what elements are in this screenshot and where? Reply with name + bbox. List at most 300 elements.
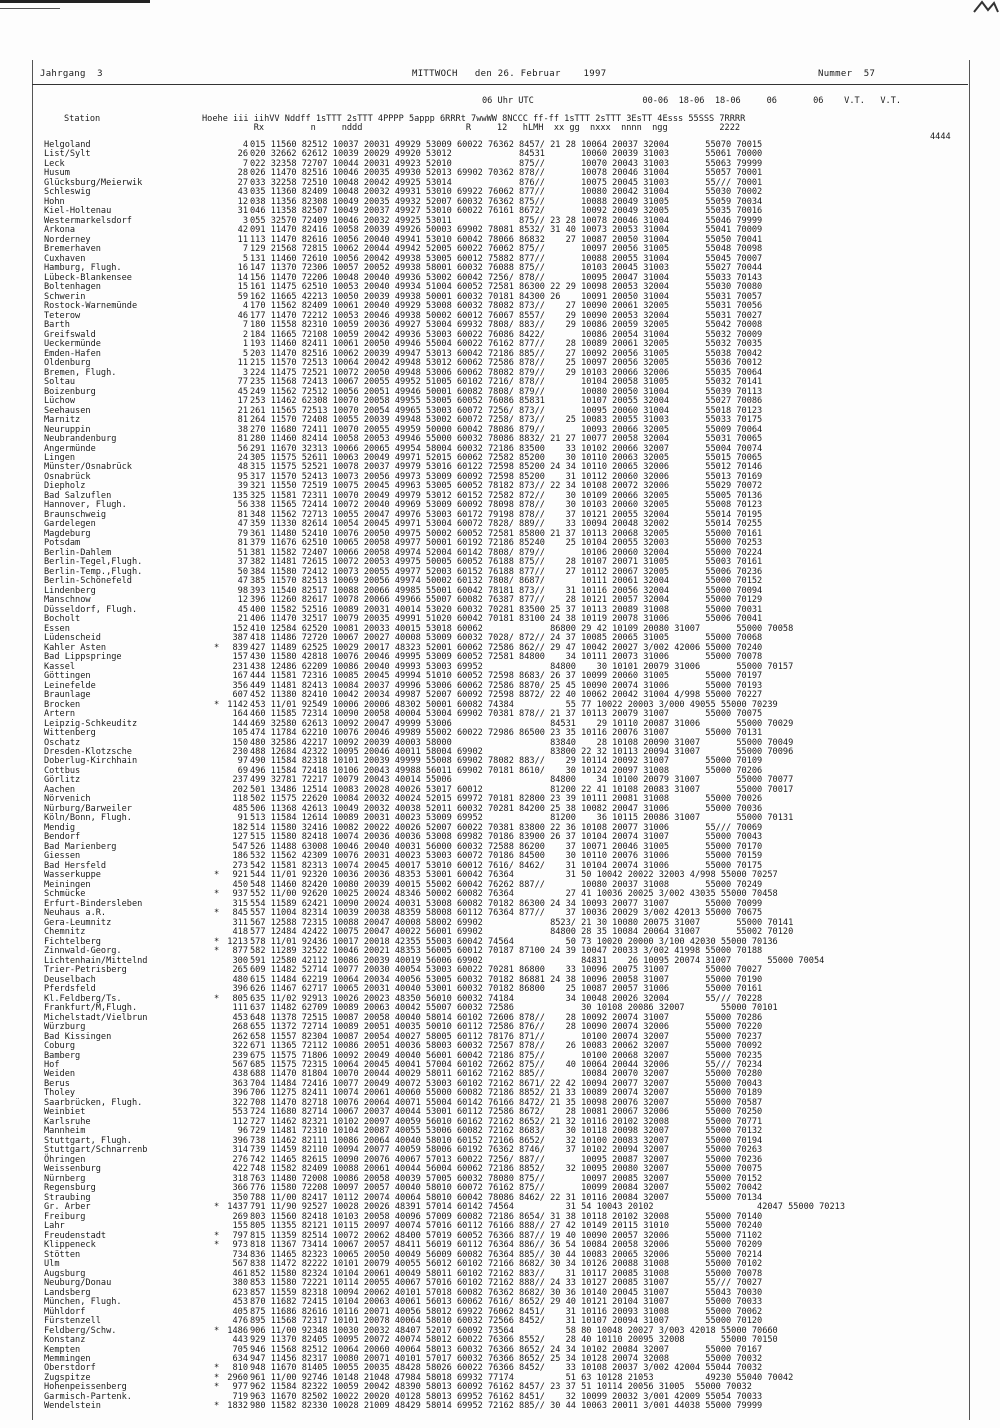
synop-data: 609 11482 52714 10077 20030 40054 53003 60022 70281 86800 33 10096 20075 31007 55000 70027: [250, 965, 763, 976]
station-name: Leck: [44, 158, 65, 169]
station-height: 21: [237, 614, 248, 625]
station-height: 937: [232, 889, 248, 900]
synop-data: 818 11367 73414 10067 20057 48411 56019 60112 76364 886// 36 54 10084 20058 32006 55000 70209: [250, 1240, 763, 1251]
header-number: Nummer 57: [818, 69, 876, 79]
synop-data: 724 11680 82714 10067 20037 40044 53001 60112 72586 8672/ 28 10081 20067 32006 55000 70250: [250, 1107, 763, 1118]
station-height: 797: [232, 1230, 248, 1241]
station-height: 237: [232, 775, 248, 786]
station-name: Bad Kissingen: [44, 1031, 112, 1042]
station-height: 387: [232, 633, 248, 644]
station-name: Artern: [44, 709, 76, 720]
station-name: Nürnberg: [44, 1173, 86, 1184]
station-name: Stuttgart, Flugh.: [44, 1135, 132, 1146]
synop-data: 635 11/02 92913 10026 20023 48350 56010 60032 74184 34 10048 20026 32004 55/// 70228: [250, 993, 763, 1004]
column-header-station: Station: [64, 114, 101, 124]
station-height: 485: [232, 803, 248, 814]
station-name: Oberstdorf: [44, 1363, 96, 1374]
synop-data: 162 11665 42213 10050 20039 49938 50001 60032 70181 84300 26 10091 20050 31004 55031 70057: [250, 291, 763, 302]
station-name: Memmingen: [44, 1354, 91, 1364]
synop-data: 180 11558 82310 10059 20036 49927 53004 69932 7808/ 883// 29 10086 20059 32005 55042 70008: [250, 320, 763, 331]
station-height: 350: [232, 1192, 248, 1203]
synop-data: 805 11355 82121 10115 20097 40074 57016 60112 76166 888// 27 42 10149 20115 31010 55000 70240: [250, 1221, 763, 1232]
station-name: Neubrandenburg: [44, 434, 117, 445]
station-name: Kahler Asten: [44, 642, 107, 653]
station-height: 81: [237, 509, 248, 520]
station-name: Leipzig-Schkeuditz: [44, 718, 138, 729]
station-name: Bad Hersfeld: [44, 860, 107, 871]
station-name: Stuttgart/Schnarrenb: [44, 1145, 148, 1156]
station-height: 273: [232, 860, 248, 871]
synop-data: 739 11459 82110 10094 20077 40059 58006 60192 76362 8746/ 37 10102 20094 32007 55000 70263: [250, 1145, 763, 1156]
station-height: 111: [232, 1003, 248, 1014]
station-height: 16: [237, 263, 248, 274]
station-height: 1486: [227, 1325, 248, 1336]
synop-data: 544 11/01 92320 10036 20036 48353 53001 60042 76364 31 50 10042 20022 32003 4/998 55000 70257: [250, 870, 778, 881]
synop-data: 513 11584 12614 10089 20031 40023 53009 69952 81200 36 10115 20086 31007 55000 70131: [250, 813, 794, 824]
station-name: Kl.Feldberg/Ts.: [44, 993, 122, 1004]
station-height: 15: [237, 282, 248, 293]
mountain-station-marker: *: [214, 993, 220, 1004]
synop-data: 385 11570 82513 10069 20056 49974 50002 60132 7808/ 8687/ 10111 20061 32004 55000 70152: [250, 576, 763, 587]
synop-data: 803 11560 82418 10103 20058 40096 57009 60082 72186 8654/ 31 38 10118 20102 32008 55000 70140: [250, 1211, 763, 1222]
synop-data: 947 11456 82317 10080 20071 40101 57017 60032 76366 8652/ 25 34 10128 20074 32008 55000 70032: [250, 1354, 763, 1364]
station-name: Fichtelberg: [44, 936, 101, 947]
synop-data: 379 11676 62510 10065 20058 49977 50001 60192 72186 85240 25 10104 20055 32003 55000 70253: [250, 538, 763, 549]
synop-data: 453 11/01 92549 10006 20006 48302 50001 60082 74384 55 77 10022 20003 3/000 49055 55000 70239: [250, 699, 778, 710]
synop-data: 026 11470 82516 10046 20035 49930 52013 69902 70362 878// 10078 20046 31004 55057 70001: [250, 168, 763, 179]
station-name: Schwerin: [44, 291, 86, 302]
station-height: 547: [232, 841, 248, 852]
station-name: Pferdsfeld: [44, 984, 96, 995]
station-height: 96: [237, 1126, 248, 1137]
station-name: Deuselbach: [44, 974, 96, 985]
synop-data: 838 11472 82222 10101 20079 40055 56012 60102 72166 8682/ 30 34 10126 20088 31008 55000 70102: [250, 1259, 763, 1270]
synop-data: 815 11359 82514 10072 20062 48400 57019 60052 76366 887// 19 40 10090 20057 32006 55000 71102: [250, 1230, 763, 1241]
station-height: 318: [232, 1173, 248, 1184]
synop-data: 022 32358 72707 10044 20031 49923 52010 875// 10070 20043 31003 55063 79999: [250, 158, 763, 169]
synop-data: 496 11584 72418 10106 20043 49988 56011 69902 70181 8610/ 30 10124 20097 31008 55000 70206: [250, 765, 763, 776]
station-name: München, Flugh.: [44, 1297, 122, 1308]
station-height: 12: [237, 595, 248, 606]
station-name: Weissenburg: [44, 1164, 101, 1175]
synop-data: 791 11/90 92527 10028 20026 48391 57014 60142 74564 31 54 10043 20102 42047 55000 70213: [250, 1202, 845, 1213]
station-name: Garmisch-Partenk.: [44, 1391, 132, 1402]
station-height: 269: [232, 1211, 248, 1222]
station-name: Aachen: [44, 784, 76, 795]
station-name: Berlin-Schönefeld: [44, 576, 132, 587]
synop-data: 542 11581 82313 10074 20045 40017 53010 60012 7616/ 8462/ 31 10104 20074 31006 55000 70175: [250, 860, 763, 871]
station-name: Barth: [44, 320, 70, 331]
synop-data: 055 32570 72409 10046 20032 49925 53011 875// 23 28 10078 20046 31004 55046 79999: [250, 215, 763, 226]
station-name: Trier-Petrisberg: [44, 965, 127, 976]
station-name: Lahr: [44, 1221, 65, 1232]
station-height: 634: [232, 1354, 248, 1364]
synop-data: 836 11465 82323 10065 20050 40049 56009 60082 76364 885// 30 44 10083 20065 32006 55000 70214: [250, 1249, 763, 1260]
synop-data: 249 11562 72512 10056 20051 49946 50001 60082 7808/ 879// 10080 20050 31004 55039 70113: [250, 386, 763, 397]
station-height: 315: [232, 898, 248, 909]
station-name: Greifswald: [44, 329, 96, 340]
station-name: Doberlug-Kirchhain: [44, 756, 138, 767]
station-height: 26: [237, 149, 248, 160]
column-header-extra: 4444: [930, 132, 951, 142]
synop-data: 637 11482 62709 10089 20063 40042 55007 60032 72586 30 10108 20086 32007 55000 70101: [250, 1003, 778, 1014]
station-height: 845: [232, 908, 248, 919]
station-name: Mühldorf: [44, 1306, 86, 1317]
station-height: 567: [232, 1059, 248, 1070]
synop-data: 406 11470 32517 10079 20035 49991 51020 60042 70181 83100 24 38 10119 20078 31006 55006 70041: [250, 614, 763, 625]
mountain-station-marker: *: [214, 908, 220, 919]
station-height: 56: [237, 443, 248, 454]
station-name: Hof: [44, 1059, 60, 1070]
station-name: Stötten: [44, 1249, 81, 1260]
synop-data: 427 11489 62525 10029 20017 48323 52001 60062 72586 862// 29 47 10042 20027 3/002 42006 55000 70240: [250, 642, 763, 653]
station-name: Öhringen: [44, 1154, 86, 1165]
station-name: Kiel-Holtenau: [44, 206, 112, 217]
station-height: 2: [242, 329, 248, 340]
column-header-subcodes: Rx n nddd R 12 hLMH xx gg nxxx nnnn ngg 2222: [202, 123, 741, 133]
station-height: 973: [232, 1240, 248, 1251]
synop-data: 626 11467 62717 10065 20031 40040 53001 60032 70182 86800 25 10087 20057 31006 55000 70161: [250, 984, 763, 995]
station-height: 268: [232, 1022, 248, 1033]
synop-data: 499 32781 72217 10079 20043 40014 55006 84800 34 10100 20079 31007 55000 70077: [250, 775, 794, 786]
synop-data: 091 11470 82416 10058 20039 49926 50003 69902 78081 8532/ 31 40 10073 20053 31004 55041 70009: [250, 225, 763, 236]
synop-data: 962 11584 82322 10059 20042 48390 58013 60092 76162 8457/ 23 37 51 10114 20056 31005 55000 70032: [250, 1382, 752, 1393]
station-height: 230: [232, 747, 248, 757]
station-height: 46: [237, 310, 248, 321]
header-date: MITTWOCH den 26. Februar 1997: [412, 69, 607, 79]
table-row: [32, 1402, 968, 1411]
station-height: 28: [237, 168, 248, 179]
mountain-station-marker: *: [214, 1363, 220, 1374]
station-name: Kempten: [44, 1344, 81, 1355]
station-height: 7: [242, 244, 248, 255]
station-height: 1832: [227, 1401, 248, 1412]
station-height: 31: [237, 206, 248, 217]
station-name: Straubing: [44, 1192, 91, 1203]
station-height: 7: [242, 158, 248, 169]
station-height: 5: [242, 348, 248, 359]
station-name: Feldberg/Schw.: [44, 1325, 117, 1336]
station-height: 105: [232, 728, 248, 739]
station-name: Bad Marienberg: [44, 841, 117, 852]
column-header-times: 06 Uhr UTC 00-06 18-06 18-06 06 06 V.T. V.T.: [482, 96, 902, 106]
station-name: Husum: [44, 168, 70, 179]
station-height: 453: [232, 1012, 248, 1023]
station-name: Bad Lippspringe: [44, 652, 122, 663]
station-height: 59: [237, 291, 248, 302]
station-name: Meiningen: [44, 879, 91, 890]
station-name: Gr. Arber: [44, 1202, 91, 1213]
station-name: Angermünde: [44, 443, 96, 454]
station-name: Kassel: [44, 661, 76, 672]
synop-data: 438 12486 62209 10086 20040 49993 53003 69952 84800 30 10101 20079 31006 55000 70157: [250, 661, 794, 672]
station-height: 152: [232, 623, 248, 634]
synop-data: 469 32580 62613 10092 20047 49999 53006 84531 29 10110 20087 31006 55000 70029: [250, 718, 794, 729]
station-name: Freiburg: [44, 1211, 86, 1222]
station-name: Berlin-Tegel,Flugh.: [44, 557, 143, 568]
station-name: Boizenburg: [44, 386, 96, 397]
station-name: Erfurt-Bindersleben: [44, 898, 143, 909]
station-height: 810: [232, 1363, 248, 1374]
station-name: Schmücke: [44, 889, 86, 900]
station-name: Hamburg, Flugh.: [44, 263, 122, 274]
station-height: 112: [232, 1116, 248, 1127]
station-name: Diepholz: [44, 481, 86, 492]
station-height: 1142: [227, 699, 248, 710]
station-name: Düsseldorf, Flugh.: [44, 604, 138, 615]
station-table: [32, 141, 968, 1412]
station-height: 45: [237, 386, 248, 397]
synop-data: 418 11486 72720 10067 20027 40008 53009 60032 7028/ 872// 24 37 10085 20065 31005 55000 70068: [250, 633, 763, 644]
scan-edge-mark: [0, 0, 150, 3]
station-name: Karlsruhe: [44, 1116, 91, 1127]
station-height: 186: [232, 851, 248, 862]
mountain-station-marker: *: [214, 642, 220, 653]
station-height: 231: [232, 661, 248, 672]
synop-data: 514 11580 32416 10082 20022 40026 52007 60022 70381 83800 22 36 10108 20077 31006 55/// 70069: [250, 822, 763, 833]
synop-data: 156 11470 72206 10048 20040 49936 53002 60042 7256/ 878// 10095 20047 31004 55033 70143: [250, 272, 763, 283]
station-height: 155: [232, 1221, 248, 1232]
station-height: 322: [232, 1041, 248, 1052]
synop-data: 131 11460 72610 10056 20042 49938 53005 60012 75882 877// 10088 20055 31004 55045 70007: [250, 253, 763, 264]
station-name: Arkona: [44, 225, 76, 236]
station-name: Lübeck-Blankensee: [44, 272, 132, 283]
mountain-station-marker: *: [214, 1382, 220, 1393]
synop-data: 305 11575 52611 10063 20049 49971 52015 60062 72582 85200 30 10110 20063 32005 55015 70065: [250, 452, 763, 463]
station-height: 438: [232, 1069, 248, 1080]
mountain-station-marker: *: [214, 1401, 220, 1412]
synop-data: 203 11470 82516 10062 20039 49947 53013 60042 72186 885// 27 10092 20056 31005 55038 70042: [250, 348, 763, 359]
station-height: 476: [232, 1316, 248, 1327]
station-name: Lüchow: [44, 396, 76, 407]
synop-data: 291 11670 32313 10066 20065 49954 58004 60032 72186 83500 33 10102 20066 32007 55004 70074: [250, 443, 763, 454]
station-height: 11: [237, 234, 248, 245]
synop-data: 763 11480 72008 10086 20058 40039 57005 60032 78080 875// 10097 20085 32007 55000 70152: [250, 1173, 763, 1184]
station-name: Ulm: [44, 1259, 60, 1270]
station-height: 79: [237, 528, 248, 539]
synop-data: 946 11568 82512 10064 20060 40064 58013 60032 76366 8652/ 24 34 10102 20084 32007 55000 70167: [250, 1344, 763, 1355]
synop-data: 875 11686 82616 10116 20071 40056 58012 69922 76062 8451/ 31 10116 20093 31008 55000 70062: [250, 1306, 763, 1317]
station-height: 91: [237, 813, 248, 824]
station-height: 366: [232, 1183, 248, 1194]
station-name: Rostock-Warnemünde: [44, 301, 138, 312]
synop-data: 704 11484 72416 10077 20049 40072 53003 60102 72162 8671/ 22 42 10094 20077 32007 55000 70043: [250, 1078, 763, 1089]
station-name: Wasserkuppe: [44, 870, 101, 881]
synop-data: 193 11460 82411 10061 20050 49946 55004 60022 76162 877// 28 10089 20061 32005 55032 70035: [250, 339, 763, 350]
synop-data: 261 11565 72513 10070 20054 49965 53003 60072 7256/ 873// 10095 20060 31004 55018 70123: [250, 405, 763, 416]
header-rule: [32, 84, 968, 85]
mountain-station-marker: *: [214, 1372, 220, 1383]
station-height: 37: [237, 557, 248, 568]
synop-data: 788 11/00 82417 10112 20074 40064 58010 60042 78086 8462/ 22 31 10116 20084 32007 55000 70134: [250, 1192, 763, 1203]
station-height: 396: [232, 1088, 248, 1099]
station-height: 239: [232, 1050, 248, 1061]
mountain-station-marker: *: [214, 1230, 220, 1241]
station-height: 553: [232, 1107, 248, 1118]
synop-data: 502 11575 22620 10084 20032 40024 52015 69972 70181 82800 23 39 10111 20081 31008 55000 70026: [250, 794, 763, 805]
synop-data: 382 11481 72615 10072 20053 49975 50005 60052 76188 875// 28 10107 20071 31005 55003 70161: [250, 557, 763, 568]
synop-data: 315 11575 52521 10078 20037 49979 53016 60122 72598 85200 24 34 10110 20065 32006 55012 70146: [250, 462, 763, 473]
station-name: Hohn: [44, 196, 65, 207]
station-height: 48: [237, 462, 248, 473]
station-height: 182: [232, 822, 248, 833]
station-height: 56: [237, 500, 248, 511]
synop-data: 554 11589 62421 10090 20024 40031 53008 60082 70182 86300 24 34 10093 20077 31007 55000 70099: [250, 898, 763, 909]
station-height: 24: [237, 452, 248, 463]
corner-mark-icon: [972, 0, 1000, 14]
station-name: Chemnitz: [44, 927, 86, 938]
synop-data: 235 11568 72413 10067 20055 49952 51005 60102 7216/ 878// 10104 20058 31005 55032 70141: [250, 377, 763, 388]
station-name: Göttingen: [44, 671, 91, 682]
station-height: 422: [232, 1164, 248, 1175]
station-height: 396: [232, 984, 248, 995]
synop-data: 552 11/00 92620 10025 20024 48346 50002 60082 76364 27 41 10036 20025 3/002 43035 55000 70458: [250, 889, 778, 900]
station-height: 127: [232, 832, 248, 843]
synop-data: 708 11470 82718 10076 20064 40071 55004 60142 76166 8472/ 21 35 10098 20076 32007 55000 70587: [250, 1097, 763, 1108]
synop-data: 177 11470 72212 10053 20046 49938 50002 60012 76067 8557/ 29 10090 20053 32004 55031 70027: [250, 310, 763, 321]
station-name: Boltenhagen: [44, 282, 101, 293]
station-name: Lichtenhain/Mittelnd: [44, 955, 148, 966]
station-height: 921: [232, 870, 248, 881]
station-name: Westermarkelsdorf: [44, 215, 132, 226]
synop-data: 449 11481 82413 10084 20037 49996 53006 60062 72586 8870/ 25 45 10090 20074 31006 55000 70193: [250, 680, 763, 691]
station-name: Mendig: [44, 822, 76, 833]
synop-data: 548 11460 82420 10080 20039 40015 55002 60042 76262 887// 10080 20037 31008 55000 70249: [250, 879, 763, 890]
station-height: 380: [232, 1278, 248, 1289]
station-height: 418: [232, 927, 248, 938]
synop-data: 948 11670 81405 10055 20035 48428 58026 60022 76366 8452/ 33 10108 20037 3/002 42004 55044 70032: [250, 1363, 763, 1374]
station-name: List/Sylt: [44, 149, 91, 160]
synop-data: 400 11582 52516 10089 20031 40014 53020 60032 70281 83500 25 37 10113 20089 31008 55000 70031: [250, 604, 763, 615]
station-height: 42: [237, 225, 248, 236]
station-height: 69: [237, 765, 248, 776]
synop-data: 895 11568 72317 10101 20078 40064 58010 60032 72566 8452/ 31 10107 20094 31007 55000 70120: [250, 1316, 763, 1327]
station-height: 363: [232, 1078, 248, 1089]
station-name: Neuruppin: [44, 424, 91, 435]
mountain-station-marker: *: [214, 1202, 220, 1213]
station-height: 311: [232, 917, 248, 928]
synop-data: 264 11570 72408 10055 20039 49948 53002 60072 7258/ 873// 25 10083 20055 31003 55033 70175: [250, 415, 763, 426]
synop-data: 906 11/00 92348 10030 20032 48407 52017 60092 73564 58 80 10048 20027 3/003 42018 55000 70660: [250, 1325, 778, 1336]
station-height: 461: [232, 1268, 248, 1279]
station-height: 43: [237, 187, 248, 198]
station-name: Bocholt: [44, 614, 81, 625]
station-name: Gera-Leumnitz: [44, 917, 112, 928]
station-height: 265: [232, 965, 248, 976]
synop-data: 184 11665 72108 10059 20042 49936 53003 60022 76086 8422/ 10086 20054 31004 55032 70009: [250, 329, 763, 340]
station-height: 719: [232, 1391, 248, 1402]
station-height: 4: [242, 140, 248, 150]
station-name: Klippeneck: [44, 1240, 96, 1251]
station-name: Osnabrück: [44, 471, 91, 482]
synop-data: 359 11330 82614 10054 20045 49971 53004 60072 7828/ 889// 33 10094 20048 32002 55014 70255: [250, 519, 763, 530]
station-name: Lüdenscheid: [44, 633, 101, 644]
station-height: 705: [232, 1344, 248, 1355]
station-name: Freudenstadt: [44, 1230, 107, 1241]
station-name: Würzburg: [44, 1022, 86, 1033]
station-name: Essen: [44, 623, 70, 634]
synop-data: 215 11570 72513 10064 20042 49948 53012 60062 72586 878// 25 10097 20056 32005 55036 70012: [250, 358, 763, 369]
synop-data: 501 13486 12514 10083 20028 40026 53017 60012 81200 22 41 10108 20083 31007 55000 70017: [250, 784, 794, 795]
station-name: Dresden-Klotzsche: [44, 747, 132, 757]
synop-data: 129 21568 72815 10062 20044 49942 52005 60022 76062 875// 10097 20056 31005 55048 70098: [250, 244, 763, 255]
mountain-station-marker: *: [214, 936, 220, 947]
station-height: 480: [232, 974, 248, 985]
station-height: 135: [232, 490, 248, 501]
station-name: Lingen: [44, 452, 76, 463]
station-name: Frankfurt/M,Flugh.: [44, 1003, 138, 1014]
station-name: Bremerhaven: [44, 244, 101, 255]
station-name: Manschnow: [44, 595, 91, 606]
station-name: Landsberg: [44, 1287, 91, 1298]
synop-data: 671 11365 72112 10086 20051 40036 58003 60032 72567 878// 26 10083 20062 32007 55000 70092: [250, 1041, 763, 1052]
station-height: 12: [237, 196, 248, 207]
station-height: 977: [232, 1382, 248, 1393]
synop-data: 567 12588 72315 10088 20047 40008 58002 69902 8523/ 21 30 10080 20075 31007 55000 70141: [250, 917, 794, 928]
station-height: 356: [232, 680, 248, 691]
station-name: Zugspitze: [44, 1372, 91, 1383]
station-name: Konstanz: [44, 1335, 86, 1346]
station-name: Berlin-Dahlem: [44, 547, 112, 558]
station-name: Neuhaus a.R.: [44, 908, 107, 919]
synop-data: 113 11470 82616 10056 20040 49941 53010 60042 78066 86832 27 10087 20050 31004 55050 70041: [250, 234, 763, 245]
station-height: 396: [232, 1135, 248, 1146]
synop-data: 853 11580 72221 10114 20055 40067 57016 60102 72162 888// 24 33 10127 20085 31007 55/// 70027: [250, 1278, 763, 1289]
station-height: 14: [237, 272, 248, 283]
station-height: 314: [232, 1145, 248, 1156]
station-height: 45: [237, 604, 248, 615]
station-height: 81: [237, 415, 248, 426]
station-name: Wendelstein: [44, 1401, 101, 1412]
synop-data: 870 11682 72415 10104 20063 40061 56013 60062 7616/ 8652/ 29 40 10121 20104 31007 55000 70033: [250, 1297, 763, 1308]
synop-data: 253 11462 62308 10070 20058 49955 53005 60052 76086 85831 10107 20055 32004 55027 70086: [250, 396, 763, 407]
station-name: Hohenpeissenberg: [44, 1382, 127, 1393]
station-name: Braunlage: [44, 690, 91, 701]
synop-data: 961 11/00 92746 10148 21048 47984 58018 69932 77174 51 63 10128 21053 49230 55040 70042: [250, 1372, 794, 1383]
synop-data: 857 11559 82318 10094 20062 40101 57018 60082 76362 8682/ 30 36 10140 20045 31007 55043 70030: [250, 1287, 763, 1298]
station-name: Giessen: [44, 851, 81, 862]
synop-data: 688 11470 81804 10070 20044 40029 58011 60162 72162 885// 10084 20070 32007 55000 70280: [250, 1069, 763, 1080]
synop-data: 582 11289 32522 10046 20021 48353 56005 60012 70187 87100 24 39 10047 20033 3/002 41998 55000 70188: [250, 946, 763, 957]
synop-data: 444 11581 72316 10085 20045 49994 51010 60052 72598 8683/ 26 37 10099 20060 31005 55000 70197: [250, 671, 763, 682]
column-header-codes: Hoehe iii iihVV Nddff 1sTTT 2sTTT 4PPPP 5appp 6RRRt 7wwWW 8NCCC ff-ff 1sTTT 2sTTT 3EsTT 4Esss 55SSS 7RRRR: [202, 114, 746, 124]
synop-data: 480 32586 42217 10092 20039 40003 58000 83840 28 10108 20090 31007 55000 70049: [250, 737, 794, 748]
station-name: Brocken: [44, 699, 81, 710]
station-height: 27: [237, 177, 248, 188]
synop-data: 980 11582 82330 10028 21009 48429 58014 69952 72162 885// 30 44 10063 20011 3/001 44038 55000 79999: [250, 1401, 763, 1412]
station-name: Magdeburg: [44, 528, 91, 539]
station-name: Bamberg: [44, 1050, 81, 1061]
station-name: Berus: [44, 1078, 70, 1089]
station-height: 2960: [227, 1372, 248, 1383]
station-height: 97: [237, 756, 248, 767]
station-height: 405: [232, 1306, 248, 1317]
station-name: Nürburg/Barweiler: [44, 803, 132, 814]
synop-data: 557 11004 82314 10039 20038 48359 58008 60112 76364 877// 37 10036 20029 3/002 42013 55000 70675: [250, 908, 763, 919]
station-name: Weinbiet: [44, 1107, 86, 1118]
synop-data: 776 11580 72208 10097 20057 40040 58010 60072 76162 875// 10099 20084 32007 55002 70042: [250, 1183, 763, 1194]
station-name: Norderney: [44, 234, 91, 245]
synop-data: 361 11480 52410 10076 20050 49975 50002 60052 72581 85800 21 37 10113 20068 32005 55000 70161: [250, 528, 763, 539]
station-name: Fürstenzell: [44, 1316, 101, 1327]
station-name: Mannheim: [44, 1126, 86, 1137]
station-name: Schleswig: [44, 187, 91, 198]
station-height: 567: [232, 1259, 248, 1270]
synop-data: 615 11484 62219 10064 20034 40056 53005 60032 70182 86881 24 38 10096 20058 31007 55000 70190: [250, 974, 763, 985]
synop-data: 393 11540 82517 10088 20066 49985 55001 60042 78181 873// 31 10116 20056 32004 55000 70094: [250, 585, 763, 596]
station-height: 39: [237, 481, 248, 492]
station-height: 167: [232, 671, 248, 682]
